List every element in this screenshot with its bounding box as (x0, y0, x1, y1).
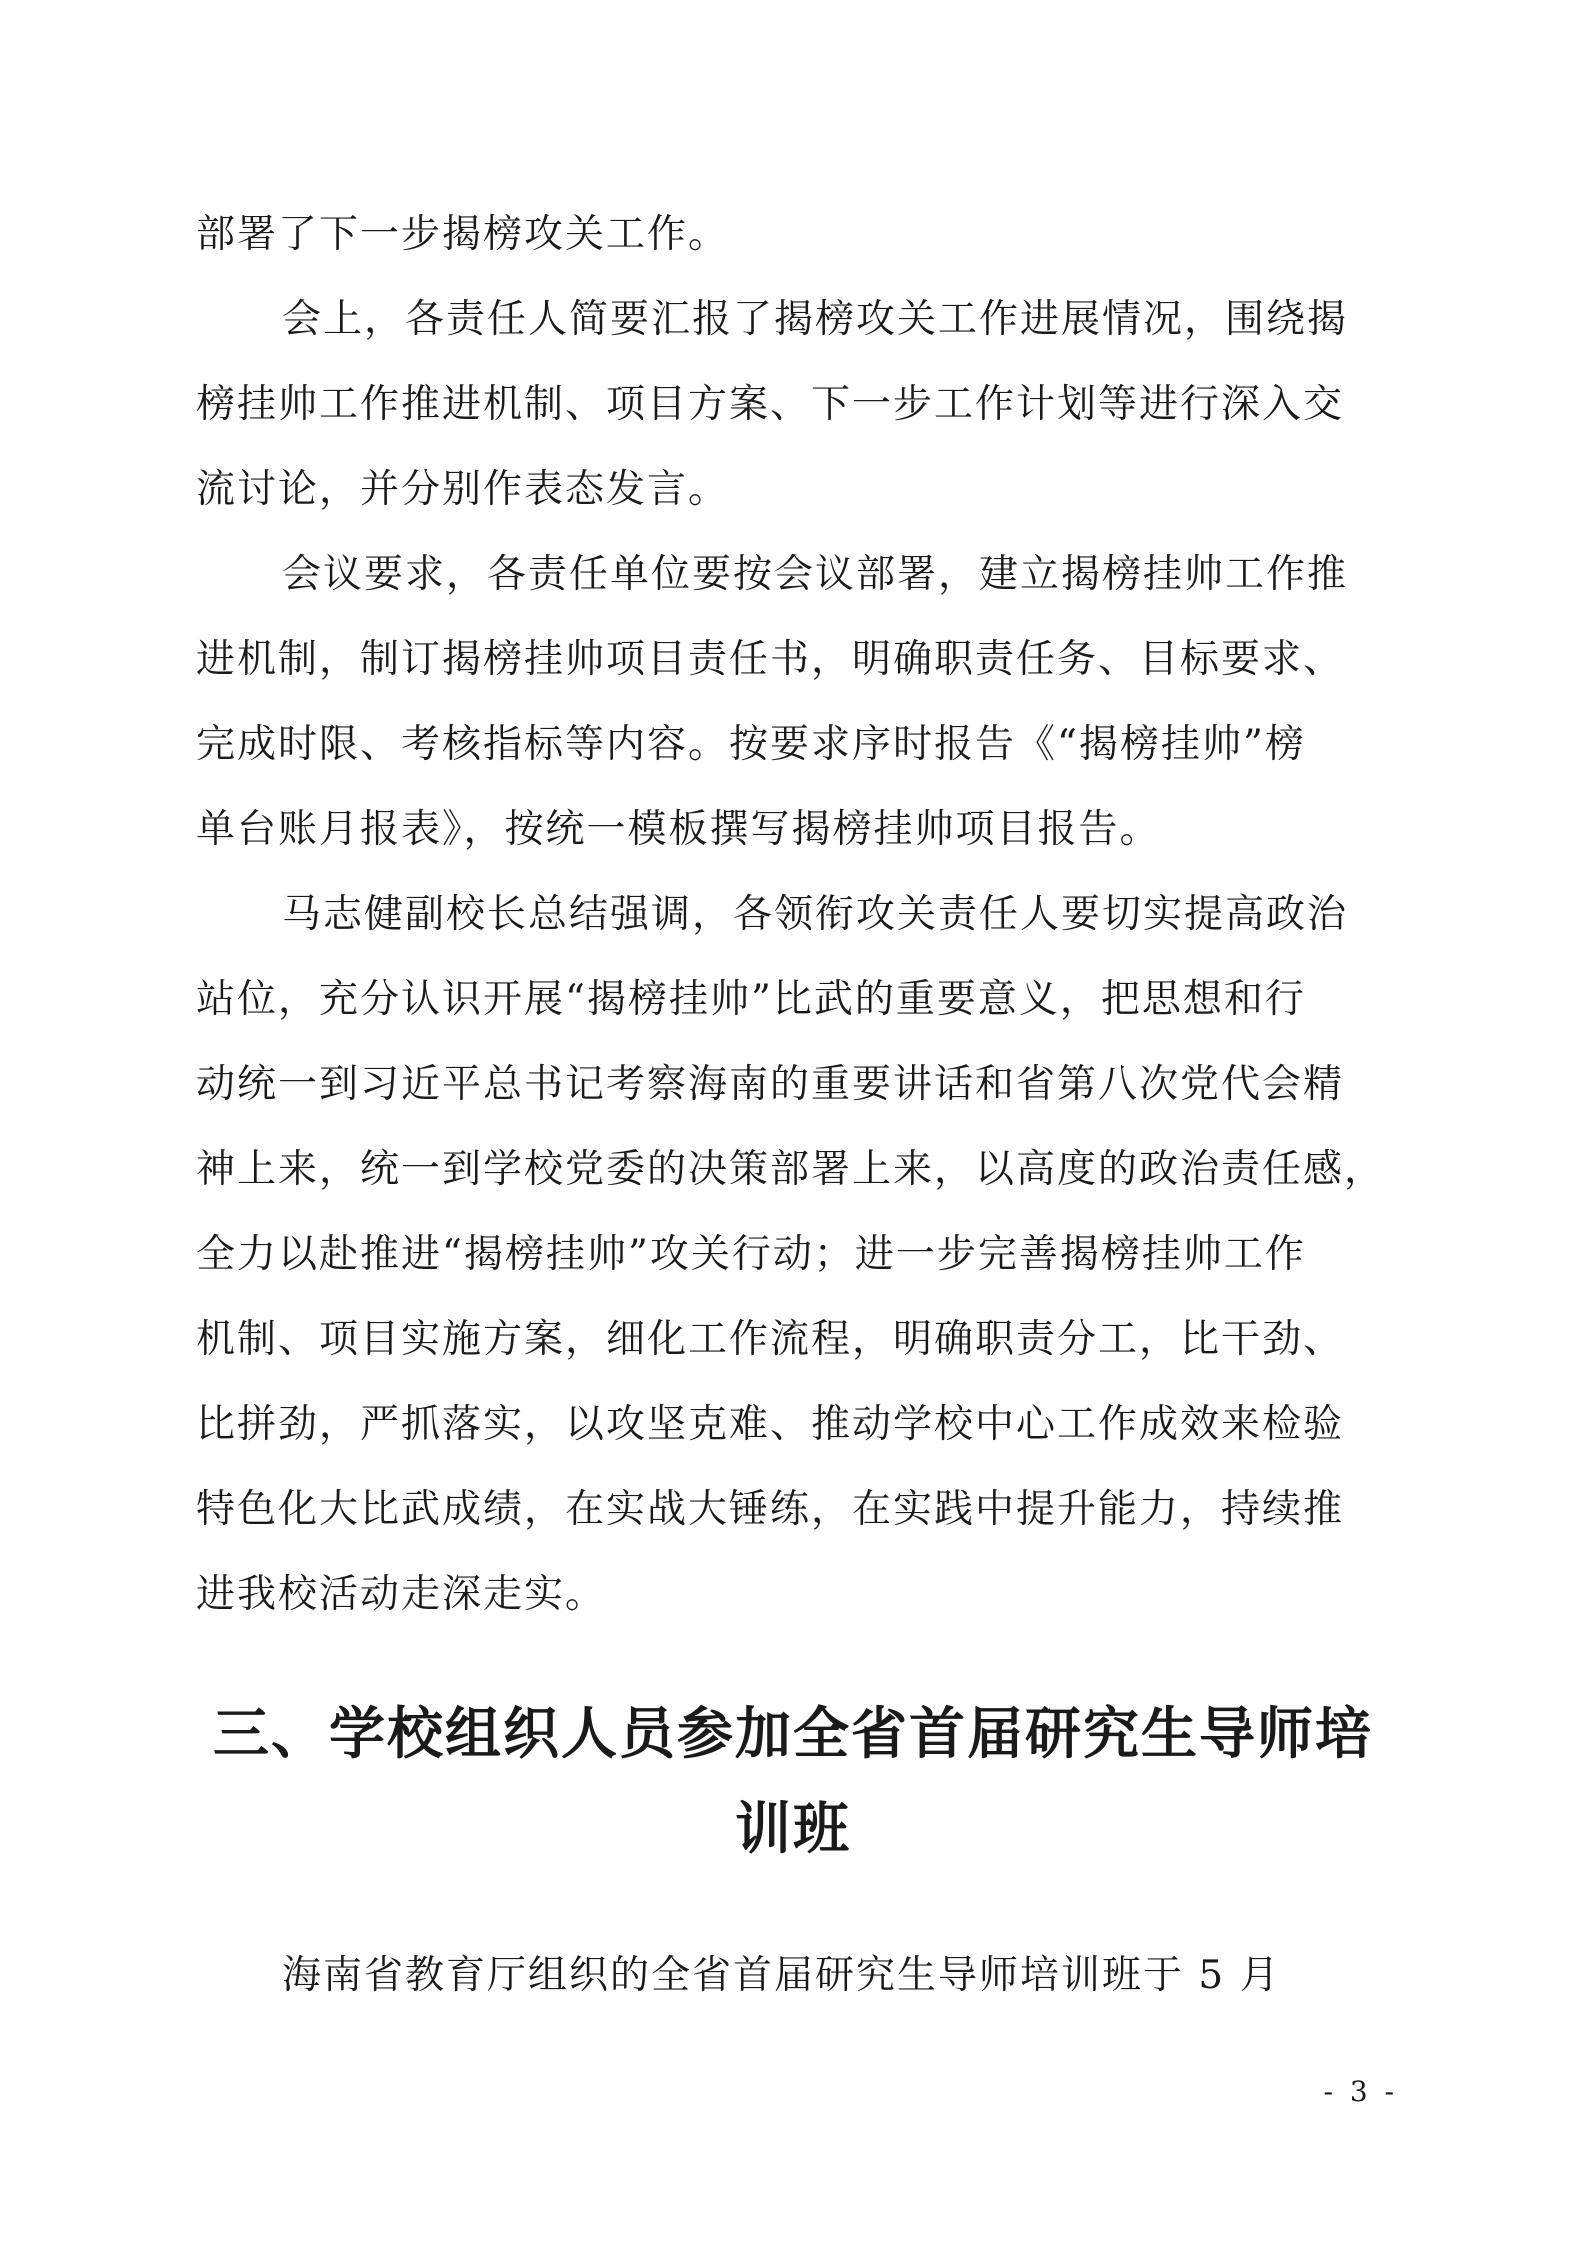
section-heading-line-1: 三、学校组织人员参加全省首届研究生导师培 (213, 1702, 1373, 1767)
paragraph-3-line-8: 特色化大比武成绩，在实战大锤练，在实践中提升能力，持续推 (196, 1487, 1345, 1532)
paragraph-3-line-6: 机制、项目实施方案，细化工作流程，明确职责分工，比干劲、 (196, 1317, 1345, 1362)
paragraph-3-line-3: 动统一到习近平总书记考察海南的重要讲话和省第八次党代会精 (196, 1062, 1345, 1107)
paragraph-3-line-2: 站位，充分认识开展“揭榜挂帅”比武的重要意义，把思想和行 (196, 977, 1306, 1022)
paragraph-3-line-7: 比拼劲，严抓落实，以攻坚克难、推动学校中心工作成效来检验 (196, 1402, 1345, 1447)
paragraph-1-line-2: 榜挂帅工作推进机制、项目方案、下一步工作计划等进行深入交 (196, 382, 1345, 427)
paragraph-1-line-3: 流讨论，并分别作表态发言。 (196, 467, 730, 512)
section-heading-line-2: 训班 (735, 1797, 851, 1862)
paragraph-2-line-1: 会议要求，各责任单位要按会议部署，建立揭榜挂帅工作推 (282, 552, 1349, 597)
page-number: - 3 - (1323, 2075, 1398, 2108)
paragraph-1-line-1: 会上，各责任人简要汇报了揭榜攻关工作进展情况，围绕揭 (282, 297, 1349, 342)
paragraph-3-line-4: 神上来，统一到学校党委的决策部署上来，以高度的政治责任感， (196, 1147, 1386, 1192)
paragraph-3-line-9: 进我校活动走深走实。 (196, 1572, 607, 1617)
paragraph-2-line-2: 进机制，制订揭榜挂帅项目责任书，明确职责任务、目标要求、 (196, 637, 1345, 682)
paragraph-2-line-3: 完成时限、考核指标等内容。按要求序时报告《“揭榜挂帅”榜 (196, 722, 1306, 767)
paragraph-4-line-1: 海南省教育厅组织的全省首届研究生导师培训班于 5 月 (282, 1953, 1281, 1998)
paragraph-3-line-1: 马志健副校长总结强调，各领衔攻关责任人要切实提高政治 (282, 892, 1349, 937)
paragraph-tail-line-1: 部署了下一步揭榜攻关工作。 (196, 212, 730, 257)
paragraph-2-line-4: 单台账月报表》，按统一模板撰写揭榜挂帅项目报告。 (196, 807, 1161, 852)
paragraph-3-line-5: 全力以赴推进“揭榜挂帅”攻关行动；进一步完善揭榜挂帅工作 (196, 1232, 1306, 1277)
